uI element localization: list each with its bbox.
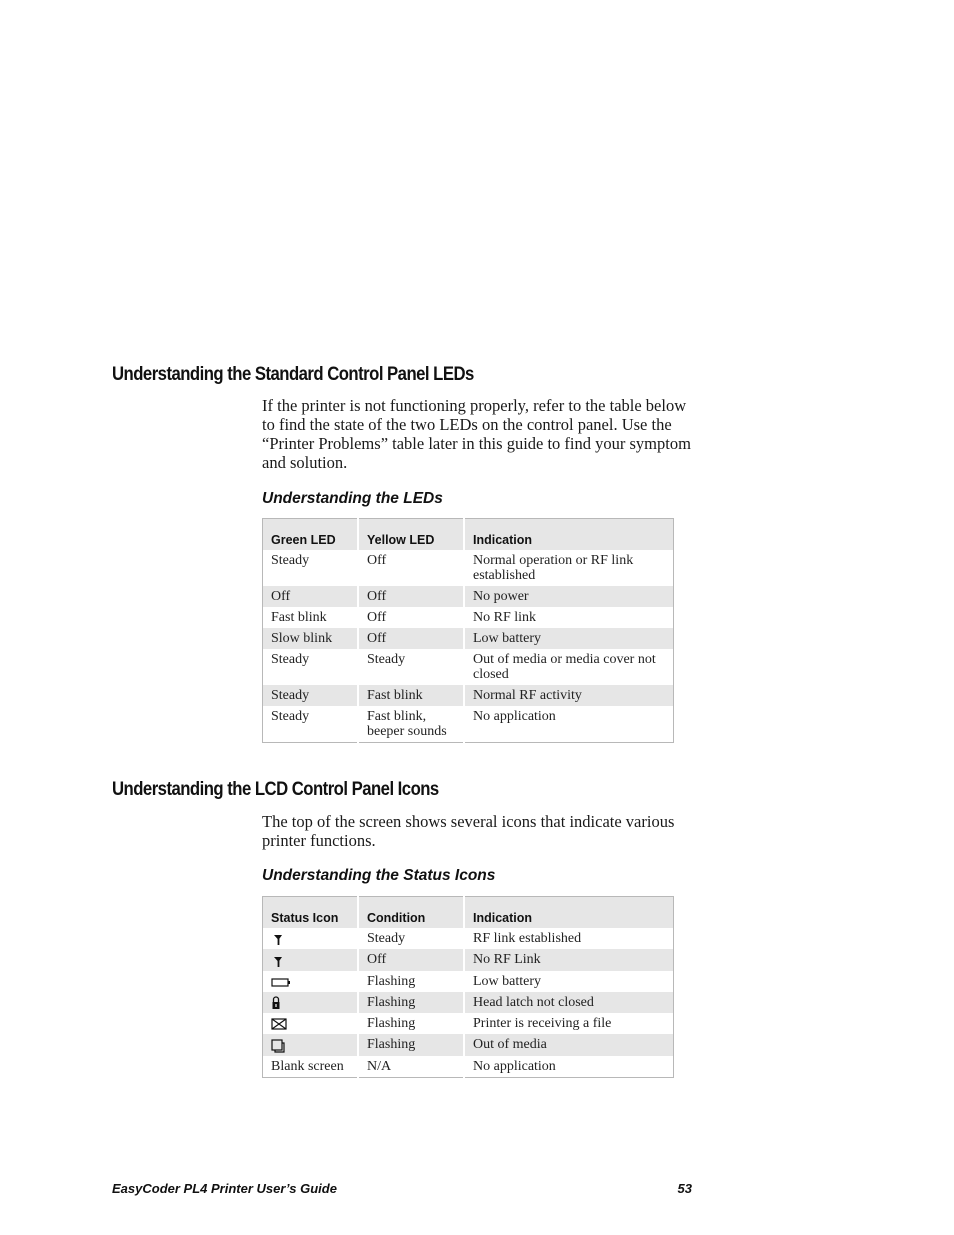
green-led-cell: Fast blink <box>271 610 327 625</box>
battery-icon <box>271 974 293 989</box>
leds-intro-paragraph: If the printer is not functioning properly, refer to the table below to find the state of the two LEDs on the control panel. Use the “Printer Problems” table later in this guide to find your symptom and solution. <box>262 396 691 472</box>
table-row <box>263 1013 674 1034</box>
table-row <box>263 949 674 970</box>
yellow-led-cell: Steady <box>358 649 464 685</box>
antenna-icon <box>271 931 293 946</box>
indication-cell: Low battery <box>464 971 674 992</box>
indication-cell: No RF Link <box>464 949 674 970</box>
green-led-cell: Steady <box>271 553 310 568</box>
condition-cell: Flashing <box>358 992 464 1013</box>
yellow-led-cell: Fast blink <box>358 685 464 706</box>
indication-cell: Out of media or media cover not closed <box>464 649 674 685</box>
antenna-icon <box>271 953 293 968</box>
table-row <box>263 1056 674 1078</box>
table-row <box>263 1034 674 1055</box>
table-row <box>263 992 674 1013</box>
indication-cell: RF link established <box>464 928 674 949</box>
column-header: Yellow LED <box>358 519 464 551</box>
section-title-lcd-icons: Understanding the LCD Control Panel Icons <box>112 779 439 800</box>
leds-table <box>262 518 674 743</box>
footer-page-number: 53 <box>677 1181 692 1196</box>
table-row <box>263 928 674 949</box>
table-row <box>263 628 674 649</box>
status-icons-table <box>262 896 674 1078</box>
lcd-intro-paragraph: The top of the screen shows several icons that indicate various printer functions. <box>262 812 675 850</box>
indication-cell: Head latch not closed <box>464 992 674 1013</box>
condition-cell: Flashing <box>358 1034 464 1055</box>
table-header-row <box>263 519 674 551</box>
table-row <box>263 550 674 586</box>
indication-cell: No RF link <box>464 607 674 628</box>
green-led-cell: Steady <box>271 652 310 667</box>
status-icon-cell <box>263 971 359 992</box>
table-header-row <box>263 897 674 929</box>
green-led-cell: Steady <box>263 685 359 706</box>
table-row <box>263 971 674 992</box>
indication-cell: No application <box>464 706 674 743</box>
condition-cell: Flashing <box>358 1013 464 1034</box>
column-header: Indication <box>464 519 674 551</box>
column-header: Green LED <box>263 519 359 551</box>
indication-cell: Normal operation or RF link established <box>464 550 674 586</box>
indication-cell: Normal RF activity <box>464 685 674 706</box>
yellow-led-cell: Off <box>358 607 464 628</box>
column-header: Indication <box>464 897 674 929</box>
status-icon-cell <box>263 1013 359 1034</box>
condition-cell: Steady <box>358 928 464 949</box>
lock-icon <box>271 995 293 1010</box>
media-icon <box>271 1038 293 1053</box>
condition-cell: Off <box>358 949 464 970</box>
indication-cell: Printer is receiving a file <box>464 1013 674 1034</box>
status-icon-cell <box>263 992 359 1013</box>
leds-table-caption: Understanding the LEDs <box>262 490 443 507</box>
indication-cell: No power <box>464 586 674 607</box>
status-icon-cell <box>263 1034 359 1055</box>
indication-cell: Low battery <box>464 628 674 649</box>
envelope-icon <box>271 1016 293 1031</box>
yellow-led-cell: Off <box>358 550 464 586</box>
footer-document-title: EasyCoder PL4 Printer User’s Guide <box>112 1181 337 1196</box>
table-row <box>263 607 674 628</box>
table-row <box>263 586 674 607</box>
indication-cell: Out of media <box>464 1034 674 1055</box>
status-icon-cell <box>263 949 359 970</box>
yellow-led-cell: Off <box>358 628 464 649</box>
status-icon-cell <box>263 928 359 949</box>
green-led-cell: Steady <box>271 709 310 724</box>
green-led-cell: Off <box>263 586 359 607</box>
yellow-led-cell: Fast blink, beeper sounds <box>358 706 464 743</box>
column-header: Status Icon <box>263 897 359 929</box>
yellow-led-cell: Off <box>358 586 464 607</box>
column-header: Condition <box>358 897 464 929</box>
condition-cell: N/A <box>358 1056 464 1078</box>
green-led-cell: Slow blink <box>263 628 359 649</box>
status-icon-cell: Blank screen <box>271 1058 344 1074</box>
table-row <box>263 649 674 685</box>
section-title-leds: Understanding the Standard Control Panel LEDs <box>112 364 474 385</box>
condition-cell: Flashing <box>358 971 464 992</box>
table-row <box>263 685 674 706</box>
table-row <box>263 706 674 743</box>
status-icons-table-caption: Understanding the Status Icons <box>262 867 496 884</box>
indication-cell: No application <box>464 1056 674 1078</box>
